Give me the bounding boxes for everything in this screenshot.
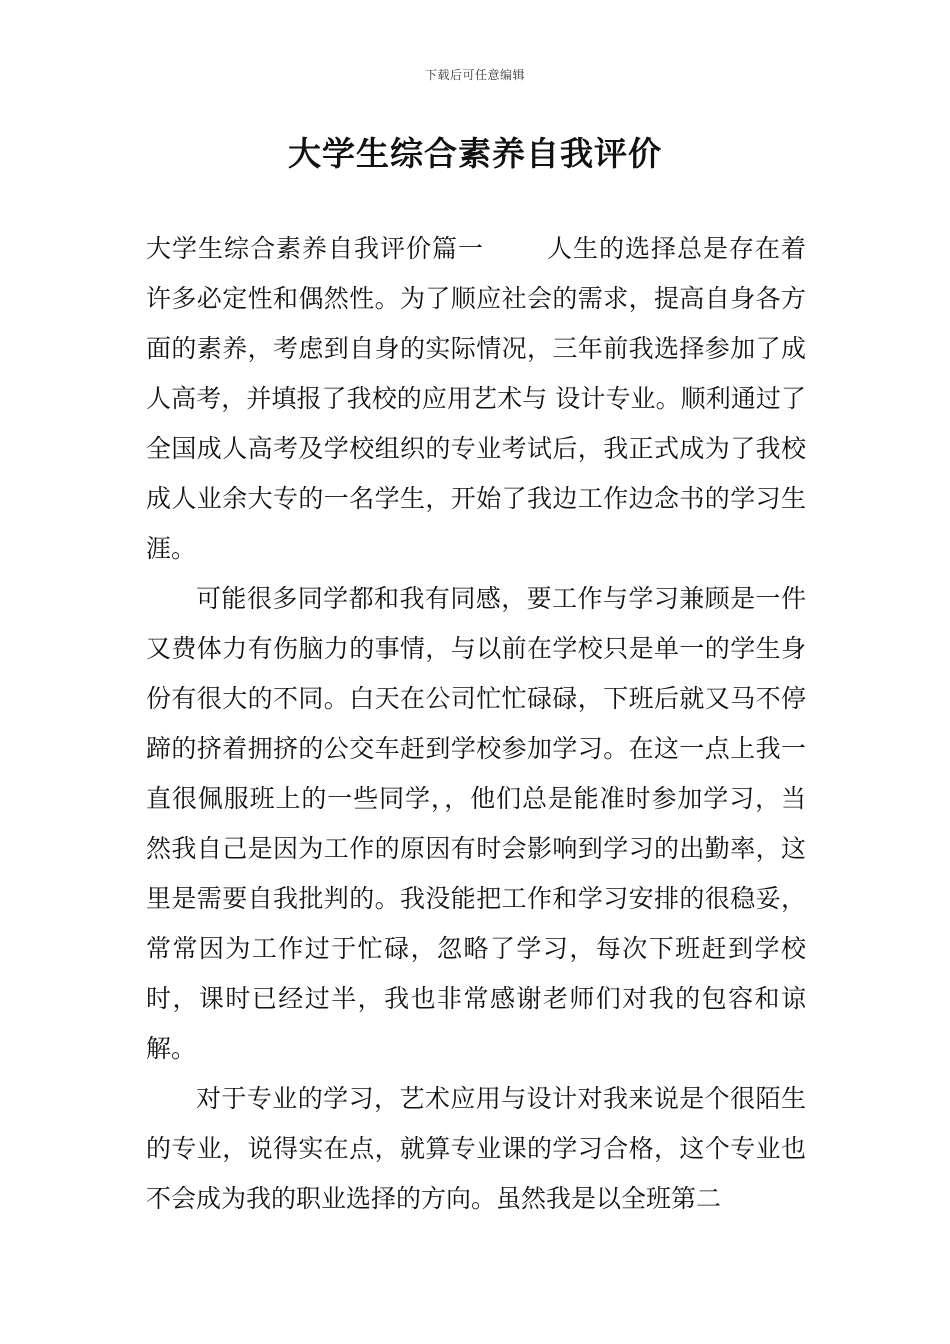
- paragraph-2: 可能很多同学都和我有同感，要工作与学习兼顾是一件又费体力有伤脑力的事情，与以前在学校只是单一的学生身份有很大的不同。白天在公司忙忙碌碌，下班后就又马不停蹄的挤着拥挤的公交车赶到学校参加学习。在这一点上我一直很佩服班上的一些同学，，他们总是能准时参加学习，当然我自己是因为工作的原因有时会影响到学习的出勤率，这里是需要自我批判的。我没能把工作和学习安排的很稳妥，常常因为工作过于忙碌，忽略了学习，每次下班赶到学校时，课时已经过半，我也非常感谢老师们对我的包容和谅解。: [146, 584, 806, 1063]
- paragraph-3: 对于专业的学习，艺术应用与设计对我来说是个很陌生的专业，说得实在点，就算专业课的学习合格，这个专业也不会成为我的职业选择的方向。虽然我是以全班第二: [146, 1084, 806, 1213]
- paragraph-1: [146, 224, 806, 574]
- paragraph-1-text: 人生的选择总是存在着许多必定性和偶然性。为了顺应社会的需求，提高自身各方面的素养，考虑到自身的实际情况，三年前我选择参加了成人高考，并填报了我校的应用艺术与 设计专业。顺利通过了全国成人高考及学校组织的专业考试后，我正式成为了我校成人业余大专的一名学生，开始了我边工作边念书的学习生涯。: [146, 234, 806, 563]
- document-title: 大学生综合素养自我评价: [288, 134, 662, 173]
- header-note: 下载后可任意编辑: [424, 68, 525, 82]
- document-body: [146, 224, 806, 1224]
- section-heading: 大学生综合素养自我评价篇一: [146, 234, 484, 263]
